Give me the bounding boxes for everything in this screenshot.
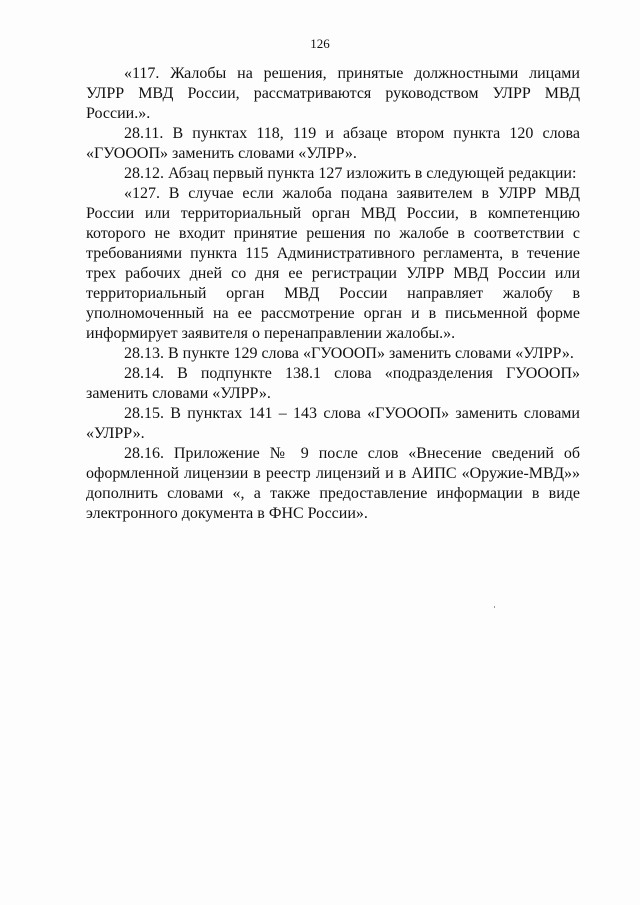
- paragraph-28-16: 28.16. Приложение № 9 после слов «Внесение сведений об оформленной лицензии в реестр лицензий и в АИПС «Оружие-МВД»» дополнить словами «, а также предоставление информации в виде электронного документа в ФНС России».: [86, 445, 580, 522]
- paragraph-28-12: 28.12. Абзац первый пункта 127 изложить в следующей редакции:: [124, 165, 577, 182]
- page-number: 126: [310, 36, 330, 51]
- paragraph-28-13: 28.13. В пункте 129 слова «ГУОООП» заменить словами «УЛРР».: [124, 345, 574, 362]
- paragraph-28-15: 28.15. В пунктах 141 – 143 слова «ГУОООП» заменить словами «УЛРР».: [86, 405, 580, 442]
- document-body: [86, 64, 580, 524]
- paragraph-28-11: 28.11. В пунктах 118, 119 и абзаце втором пункта 120 слова «ГУОООП» заменить словами «УЛРР».: [86, 125, 580, 162]
- paragraph-127-new-edition: «127. В случае если жалоба подана заявителем в УЛРР МВД России или территориальный орган МВД России, в компетенцию которого не входит принятие решения по жалобе в соответствии с требованиями пункта 115 Административного регламента, в течение трех рабочих дней со дня ее регистрации УЛРР МВД России или территориальный орган МВД России направляет жалобу в уполномоченный на ее рассмотрение орган и в письменной форме информирует заявителя о перенаправлении жалобы.».: [86, 185, 580, 342]
- paragraph-28-14: 28.14. В подпункте 138.1 слова «подразделения ГУОООП» заменить словами «УЛРР».: [86, 365, 580, 402]
- scan-speck: [494, 606, 495, 608]
- paragraph-117-complaints: «117. Жалобы на решения, принятые должностными лицами УЛРР МВД России, рассматриваются руководством УЛРР МВД России.».: [86, 65, 580, 122]
